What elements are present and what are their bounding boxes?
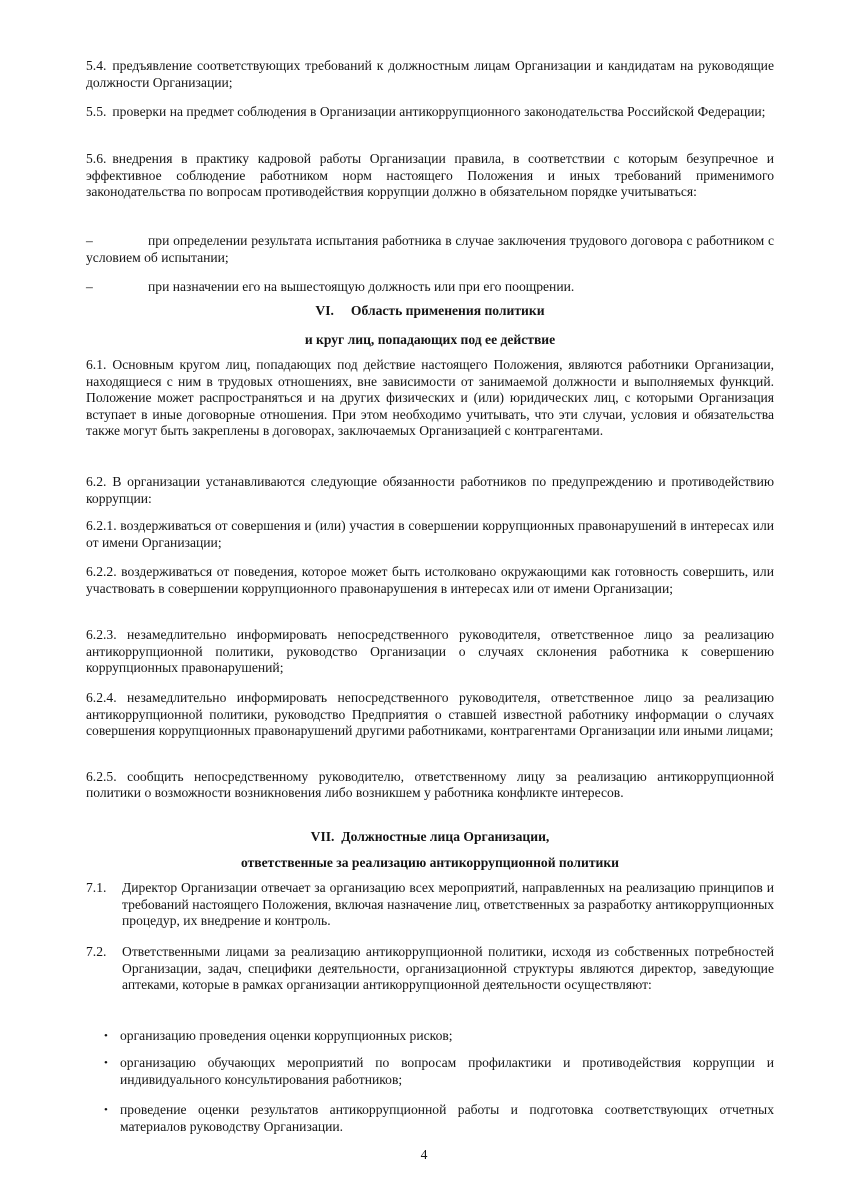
paragraph-text: Ответственными лицами за реализацию антикоррупционной политики, исходя из собственных потребностей Организации, задач, специфики деятельности, организационной структуры являются директор, заведующие аптеками, которые в рамках организации антикоррупционной деятельности осуществляют:	[122, 944, 774, 993]
paragraph-text: В организации устанавливаются следующие обязанности работников по предупреждению и противодействию коррупции:	[86, 474, 774, 506]
bullet-text: организацию обучающих мероприятий по вопросам профилактики и противодействия коррупции и индивидуального консультирования работников;	[120, 1055, 774, 1087]
paragraph-text: предъявление соответствующих требований к должностным лицам Организации и кандидатам на руководящие должности Организации;	[86, 58, 774, 90]
paragraph-6-1	[86, 357, 774, 440]
paragraph-6-2-4: 6.2.4. незамедлительно информировать непосредственного руководителя, ответственное лицо за реализацию антикоррупционной политики, руководство Предприятия о ставшей известной работнику информации о случаях совершения коррупционных правонарушений другими работниками, контрагентами Организации или иными лицами;	[86, 690, 774, 739]
bullet-marker: •	[104, 1030, 108, 1042]
paragraph-5-6	[86, 151, 774, 201]
paragraph-6-2	[86, 474, 774, 507]
dash-marker: –	[86, 279, 93, 294]
bullet-marker: •	[104, 1104, 108, 1116]
paragraph-6-2-2: 6.2.2. воздерживаться от поведения, которое может быть истолковано окружающими как готовность совершить, или участвовать в совершении коррупционного правонарушения в интересах или от имени Организации;	[86, 564, 774, 596]
paragraph-text: проверки на предмет соблюдения в Организации антикоррупционного законодательства Российской Федерации;	[112, 104, 766, 119]
bullet-item-1	[104, 1028, 774, 1045]
page-number: 4	[420, 1147, 428, 1162]
bullet-item-2	[104, 1055, 774, 1088]
paragraph-text: Директор Организации отвечает за организацию всех мероприятий, направленных на реализацию принципов и требований настоящего Положения, включая назначение лиц, ответственных за разработку антикоррупционных процедур, их внедрение и контроль.	[122, 880, 774, 929]
bullet-text: проведение оценки результатов антикоррупционной работы и подготовка соответствующих отчетных материалов руководству Организации.	[120, 1102, 774, 1134]
dash-item-2	[86, 279, 774, 296]
bullet-marker: •	[104, 1057, 108, 1069]
dash-item-text: при назначении его на вышестоящую должность или при его поощрении.	[148, 279, 575, 294]
paragraph-number: 5.4.	[86, 58, 107, 73]
paragraph-number: 5.6.	[86, 151, 107, 166]
section-6-heading-line-1: VI. Область применения политики	[315, 303, 545, 318]
paragraph-number: 6.2.	[86, 474, 107, 489]
paragraph-6-2-5: 6.2.5. сообщить непосредственному руководителю, ответственному лицу за реализацию антикоррупционной политики о возможности возникновения либо возникшем у работника конфликте интересов.	[86, 769, 774, 800]
bullet-text: организацию проведения оценки коррупционных рисков;	[120, 1028, 453, 1043]
section-7-heading-line-1: VII. Должностные лица Организации,	[310, 829, 550, 844]
paragraph-7-2	[86, 944, 774, 994]
paragraph-number: 7.1.	[86, 880, 107, 895]
bullet-item-3	[104, 1102, 774, 1135]
dash-marker: –	[86, 233, 93, 248]
section-7-heading-line-2: ответственные за реализацию антикоррупционной политики	[240, 855, 620, 870]
dash-item-1	[86, 233, 774, 266]
paragraph-5-4	[86, 58, 774, 91]
paragraph-6-2-3: 6.2.3. незамедлительно информировать непосредственного руководителя, ответственное лицо за реализацию антикоррупционной политики, руководство Организации о случаях склонения работника к совершению коррупционных правонарушений;	[86, 627, 774, 676]
paragraph-5-5	[86, 104, 774, 121]
paragraph-number: 7.2.	[86, 944, 107, 959]
section-6-heading-line-2: и круг лиц, попадающих под ее действие	[304, 332, 556, 347]
paragraph-number: 5.5.	[86, 104, 107, 119]
paragraph-7-1	[86, 880, 774, 930]
paragraph-number: 6.1.	[86, 357, 107, 372]
paragraph-text: Основным кругом лиц, попадающих под действие настоящего Положения, являются работники Организации, находящиеся с ним в трудовых отношениях, вне зависимости от занимаемой должности и выполняемых функций. Положение может распространяться и на других физических и (или) юридических лиц, с которыми Организация вступает в иные договорные отношения. При этом необходимо учитывать, что эти случаи, условия и обязательства также могут быть закреплены в договорах, заключаемых Организацией с контрагентами.	[86, 357, 774, 439]
paragraph-6-2-1: 6.2.1. воздерживаться от совершения и (или) участия в совершении коррупционных правонарушений в интересах или от имени Организации;	[86, 518, 774, 550]
dash-item-text: при определении результата испытания работника в случае заключения трудового договора с работником с условием об испытании;	[86, 233, 774, 265]
paragraph-text: внедрения в практику кадровой работы Организации правила, в соответствии с которым безупречное и эффективное соблюдение работником норм настоящего Положения и иных требований применимого законодательства по вопросам противодействия коррупции должно в обязательном порядке учитываться:	[86, 151, 774, 200]
